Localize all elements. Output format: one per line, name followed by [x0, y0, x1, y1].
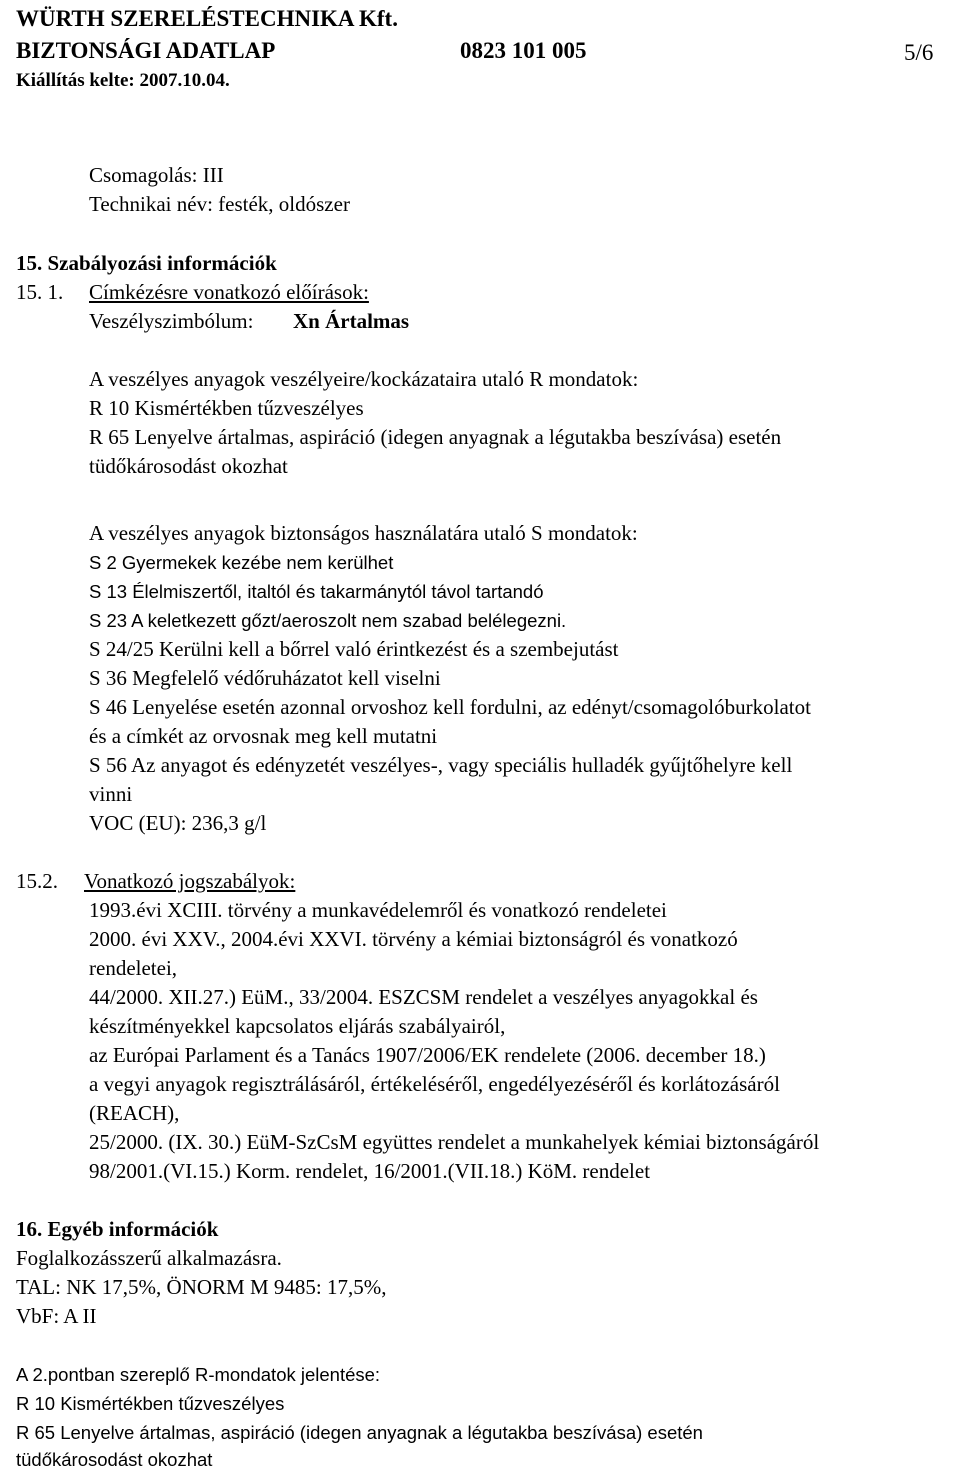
r-phrase: R 10 Kismértékben tűzveszélyes: [89, 396, 364, 420]
hazard-symbol-label: Veszélyszimbólum:: [89, 309, 254, 333]
r-meaning-line: tüdőkárosodást okozhat: [16, 1449, 213, 1470]
other-info-line: Foglalkozásszerű alkalmazásra.: [16, 1246, 282, 1270]
law-line: a vegyi anyagok regisztrálásáról, értékeléséről, engedélyezéséről és korlátozásáról: [89, 1072, 780, 1096]
issue-date: Kiállítás kelte: 2007.10.04.: [16, 70, 230, 91]
s-phrase: S 13 Élelmiszertől, italtól és takarmánytól távol tartandó: [89, 581, 544, 602]
page-number: 5/6: [904, 40, 934, 65]
section-16-title: 16. Egyéb információk: [16, 1217, 219, 1241]
law-line: az Európai Parlament és a Tanács 1907/2006/EK rendelete (2006. december 18.): [89, 1043, 766, 1067]
s-phrase: S 23 A keletkezett gőzt/aeroszolt nem szabad belélegezni.: [89, 610, 567, 631]
r-phrase: R 65 Lenyelve ártalmas, aspiráció (idegen anyagnak a légutakba beszívása) esetén: [89, 425, 782, 449]
r-meaning-line: R 65 Lenyelve ártalmas, aspiráció (idegen anyagnak a légutakba beszívása) esetén: [16, 1422, 703, 1443]
s-phrase: S 2 Gyermekek kezébe nem kerülhet: [89, 552, 394, 573]
law-line: 98/2001.(VI.15.) Korm. rendelet, 16/2001.(VII.18.) KöM. rendelet: [89, 1159, 651, 1183]
r-phrase: tüdőkárosodást okozhat: [89, 454, 288, 478]
r-meanings-intro: A 2.pontban szereplő R-mondatok jelentése:: [16, 1364, 381, 1385]
s-phrase: és a címkét az orvosnak meg kell mutatni: [89, 724, 438, 748]
subsection-15-1-number: 15. 1.: [16, 280, 64, 304]
law-line: (REACH),: [89, 1101, 180, 1125]
document-type: BIZTONSÁGI ADATLAP: [16, 38, 276, 63]
law-line: készítményekkel kapcsolatos eljárás szabályairól,: [89, 1014, 506, 1038]
company-name: WÜRTH SZERELÉSTECHNIKA Kft.: [16, 6, 398, 31]
s-phrase: S 36 Megfelelő védőruházatot kell viselni: [89, 666, 441, 690]
s-phrase: S 56 Az anyagot és edényzetét veszélyes-, vagy speciális hulladék gyűjtőhelyre kell: [89, 753, 793, 777]
packaging-group: Csomagolás: III: [89, 163, 224, 187]
s-phrase: S 24/25 Kerülni kell a bőrrel való érintkezést és a szembejutást: [89, 637, 619, 661]
r-phrases-intro: A veszélyes anyagok veszélyeire/kockázataira utaló R mondatok:: [89, 367, 639, 391]
s-phrase: S 46 Lenyelése esetén azonnal orvoshoz kell fordulni, az edényt/csomagolóburkolatot: [89, 695, 811, 719]
voc-content: VOC (EU): 236,3 g/l: [89, 811, 267, 835]
hazard-symbol-value: Xn Ártalmas: [293, 309, 410, 333]
r-meaning-line: R 10 Kismértékben tűzveszélyes: [16, 1393, 285, 1414]
subsection-15-2-number: 15.2.: [16, 869, 58, 893]
s-phrase: vinni: [89, 782, 133, 806]
law-line: 25/2000. (IX. 30.) EüM-SzCsM együttes rendelet a munkahelyek kémiai biztonságáról: [89, 1130, 820, 1154]
section-15-title: 15. Szabályozási információk: [16, 251, 277, 275]
law-line: rendeletei,: [89, 956, 178, 980]
subsection-15-1-title: Címkézésre vonatkozó előírások:: [89, 280, 369, 304]
document-number: 0823 101 005: [460, 38, 587, 63]
subsection-15-2-title: Vonatkozó jogszabályok:: [84, 869, 296, 893]
other-info-line: VbF: A II: [16, 1304, 97, 1328]
other-info-line: TAL: NK 17,5%, ÖNORM M 9485: 17,5%,: [16, 1275, 387, 1299]
law-line: 44/2000. XII.27.) EüM., 33/2004. ESZCSM rendelet a veszélyes anyagokkal és: [89, 985, 758, 1009]
s-phrases-intro: A veszélyes anyagok biztonságos használatára utaló S mondatok:: [89, 521, 638, 545]
law-line: 1993.évi XCIII. törvény a munkavédelemről és vonatkozó rendeletei: [89, 898, 667, 922]
technical-name: Technikai név: festék, oldószer: [89, 192, 350, 216]
law-line: 2000. évi XXV., 2004.évi XXVI. törvény a kémiai biztonságról és vonatkozó: [89, 927, 738, 951]
